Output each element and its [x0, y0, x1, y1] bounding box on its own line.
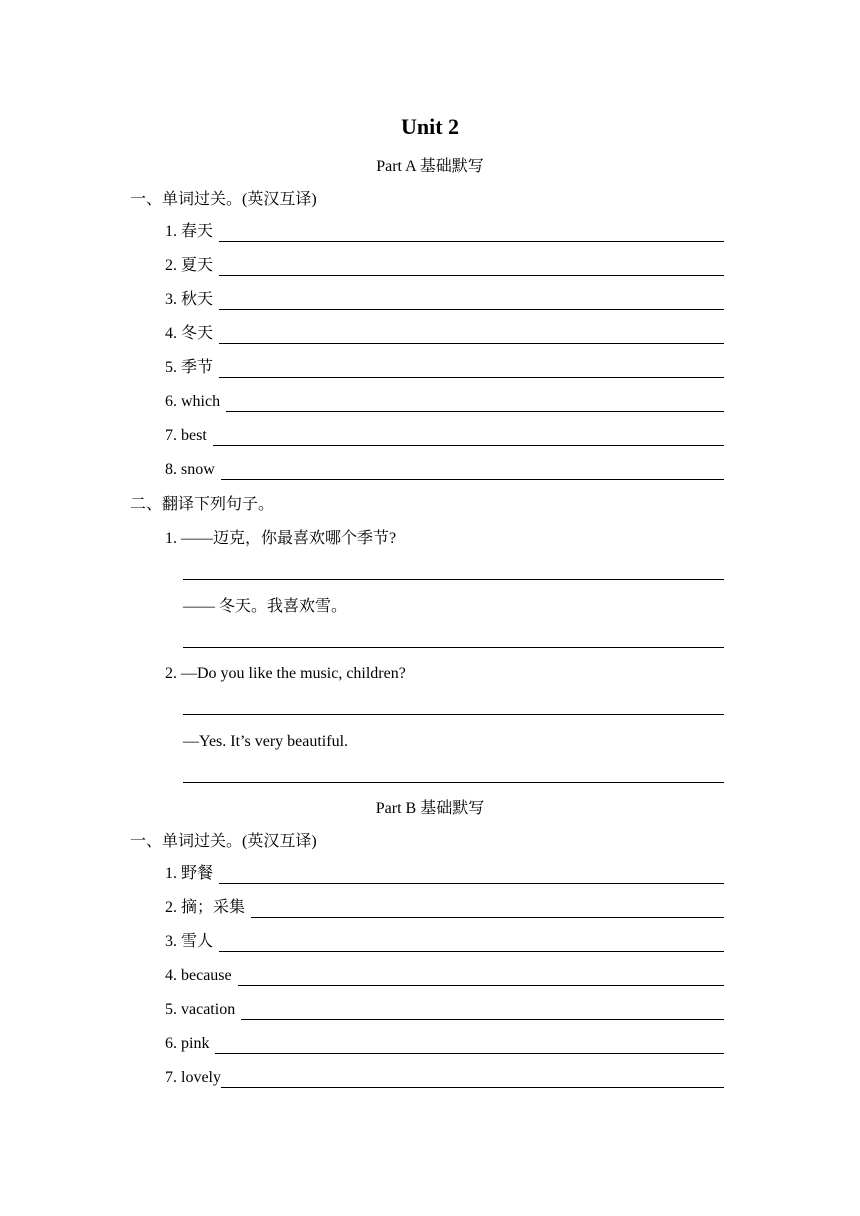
answer-line[interactable]: [183, 647, 724, 648]
vocab-prompt: 4. because: [165, 967, 232, 984]
answer-line[interactable]: [219, 951, 724, 952]
vocab-row: [165, 252, 724, 276]
part-b-section1-title: 一、单词过关。(英汉互译): [130, 833, 317, 850]
vocab-prompt: 4. 冬天: [165, 325, 214, 342]
answer-line[interactable]: [221, 1087, 724, 1088]
vocab-row: [165, 962, 724, 986]
vocab-row: [165, 1064, 724, 1088]
vocab-row: [165, 928, 724, 952]
answer-line[interactable]: [238, 985, 724, 986]
vocab-row: [165, 860, 724, 884]
answer-line[interactable]: [183, 714, 724, 715]
vocab-prompt: 7. best: [165, 427, 207, 444]
vocab-prompt: 5. vacation: [165, 1001, 236, 1018]
vocab-prompt: 2. 摘；采集: [165, 899, 246, 916]
part-b-heading: Part B 基础默写: [375, 800, 485, 817]
vocab-row: [165, 354, 724, 378]
answer-line[interactable]: [241, 1019, 724, 1020]
vocab-row: [165, 456, 724, 480]
answer-line[interactable]: [219, 377, 724, 378]
answer-line[interactable]: [219, 883, 724, 884]
vocab-row: [165, 320, 724, 344]
vocab-row: [165, 286, 724, 310]
vocab-prompt: 6. pink: [165, 1035, 210, 1052]
answer-line[interactable]: [219, 275, 724, 276]
answer-line[interactable]: [215, 1053, 724, 1054]
part-a-section2-title: 二、翻译下列句子。: [130, 496, 275, 513]
answer-line[interactable]: [221, 479, 724, 480]
answer-line[interactable]: [226, 411, 724, 412]
vocab-row: [165, 218, 724, 242]
answer-line[interactable]: [219, 241, 724, 242]
answer-line[interactable]: [183, 579, 724, 580]
vocab-prompt: 8. snow: [165, 461, 215, 478]
answer-line[interactable]: [251, 917, 724, 918]
vocab-prompt: 5. 季节: [165, 359, 214, 376]
sentence-question-1: 1. ——迈克，你最喜欢哪个季节?: [165, 530, 397, 547]
vocab-row: [165, 1030, 724, 1054]
vocab-prompt: 2. 夏天: [165, 257, 214, 274]
vocab-row: [165, 996, 724, 1020]
page-title: Unit 2: [400, 114, 460, 139]
vocab-prompt: 1. 野餐: [165, 865, 214, 882]
vocab-prompt: 1. 春天: [165, 223, 214, 240]
answer-line[interactable]: [219, 343, 724, 344]
answer-line[interactable]: [213, 445, 724, 446]
vocab-prompt: 3. 秋天: [165, 291, 214, 308]
vocab-prompt: 6. which: [165, 393, 221, 410]
answer-line[interactable]: [219, 309, 724, 310]
vocab-prompt: 7. lovely: [165, 1069, 221, 1086]
sentence-answer-2: —Yes. It’s very beautiful.: [183, 733, 349, 750]
answer-line[interactable]: [183, 782, 724, 783]
part-a-section1-title: 一、单词过关。(英汉互译): [130, 191, 317, 208]
vocab-row: [165, 388, 724, 412]
part-a-heading: Part A 基础默写: [376, 158, 484, 175]
vocab-row: [165, 894, 724, 918]
vocab-prompt: 3. 雪人: [165, 933, 214, 950]
vocab-row: [165, 422, 724, 446]
sentence-answer-1: —— 冬天。我喜欢雪。: [183, 598, 348, 615]
sentence-question-2: 2. —Do you like the music, children?: [165, 665, 406, 682]
